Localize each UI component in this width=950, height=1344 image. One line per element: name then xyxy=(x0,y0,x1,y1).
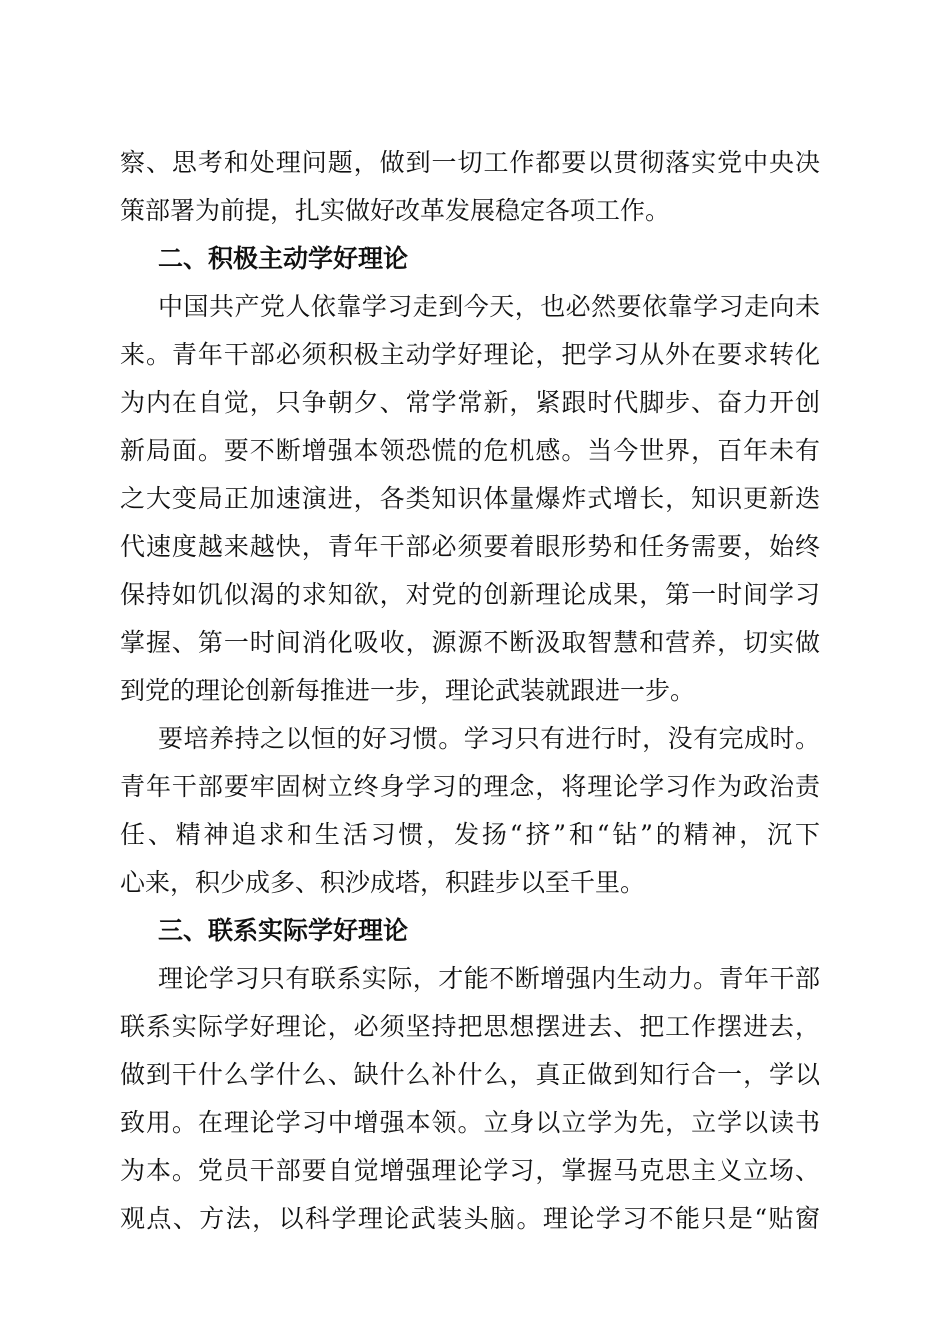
text-line: 掌握、第一时间消化吸收，源源不断汲取智慧和营养，切实做 xyxy=(120,628,820,657)
text-line: 青年干部要牢固树立终身学习的理念，将理论学习作为政治责 xyxy=(120,772,820,801)
text-line: 来。青年干部必须积极主动学好理论，把学习从外在要求转化 xyxy=(120,340,820,369)
text-line: 察、思考和处理问题，做到一切工作都要以贯彻落实党中央决 xyxy=(120,148,820,177)
text-line: 为本。党员干部要自觉增强理论学习，掌握马克思主义立场、 xyxy=(120,1156,820,1185)
text-line: 代速度越来越快，青年干部必须要着眼形势和任务需要，始终 xyxy=(120,532,820,561)
text-line: 为内在自觉，只争朝夕、常学常新，紧跟时代脚步、奋力开创 xyxy=(120,388,820,417)
text-line: 到党的理论创新每推进一步，理论武装就跟进一步。 xyxy=(120,676,696,705)
text-line: 保持如饥似渴的求知欲，对党的创新理论成果，第一时间学习 xyxy=(120,580,820,609)
text-line: 理论学习只有联系实际，才能不断增强内生动力。青年干部 xyxy=(158,964,820,993)
text-line: 观点、方法，以科学理论武装头脑。理论学习不能只是“贴窗 xyxy=(120,1204,820,1233)
text-line: 中国共产党人依靠学习走到今天，也必然要依靠学习走向未 xyxy=(158,292,820,321)
text-line: 任、精神追求和生活习惯，发扬“挤”和“钻”的精神，沉下 xyxy=(120,820,820,849)
text-line: 新局面。要不断增强本领恐慌的危机感。当今世界，百年未有 xyxy=(120,436,820,465)
text-line: 策部署为前提，扎实做好改革发展稳定各项工作。 xyxy=(120,196,671,225)
text-line: 之大变局正加速演进，各类知识体量爆炸式增长，知识更新迭 xyxy=(120,484,820,513)
section-heading: 三、联系实际学好理论 xyxy=(158,916,409,945)
section-heading: 二、积极主动学好理论 xyxy=(158,244,409,273)
text-line: 要培养持之以恒的好习惯。学习只有进行时，没有完成时。 xyxy=(158,724,820,753)
text-line: 联系实际学好理论，必须坚持把思想摆进去、把工作摆进去， xyxy=(120,1012,820,1041)
text-line: 致用。在理论学习中增强本领。立身以立学为先，立学以读书 xyxy=(120,1108,820,1137)
text-line: 做到干什么学什么、缺什么补什么，真正做到知行合一，学以 xyxy=(120,1060,820,1089)
text-line: 心来，积少成多、积沙成塔，积跬步以至千里。 xyxy=(120,868,646,897)
